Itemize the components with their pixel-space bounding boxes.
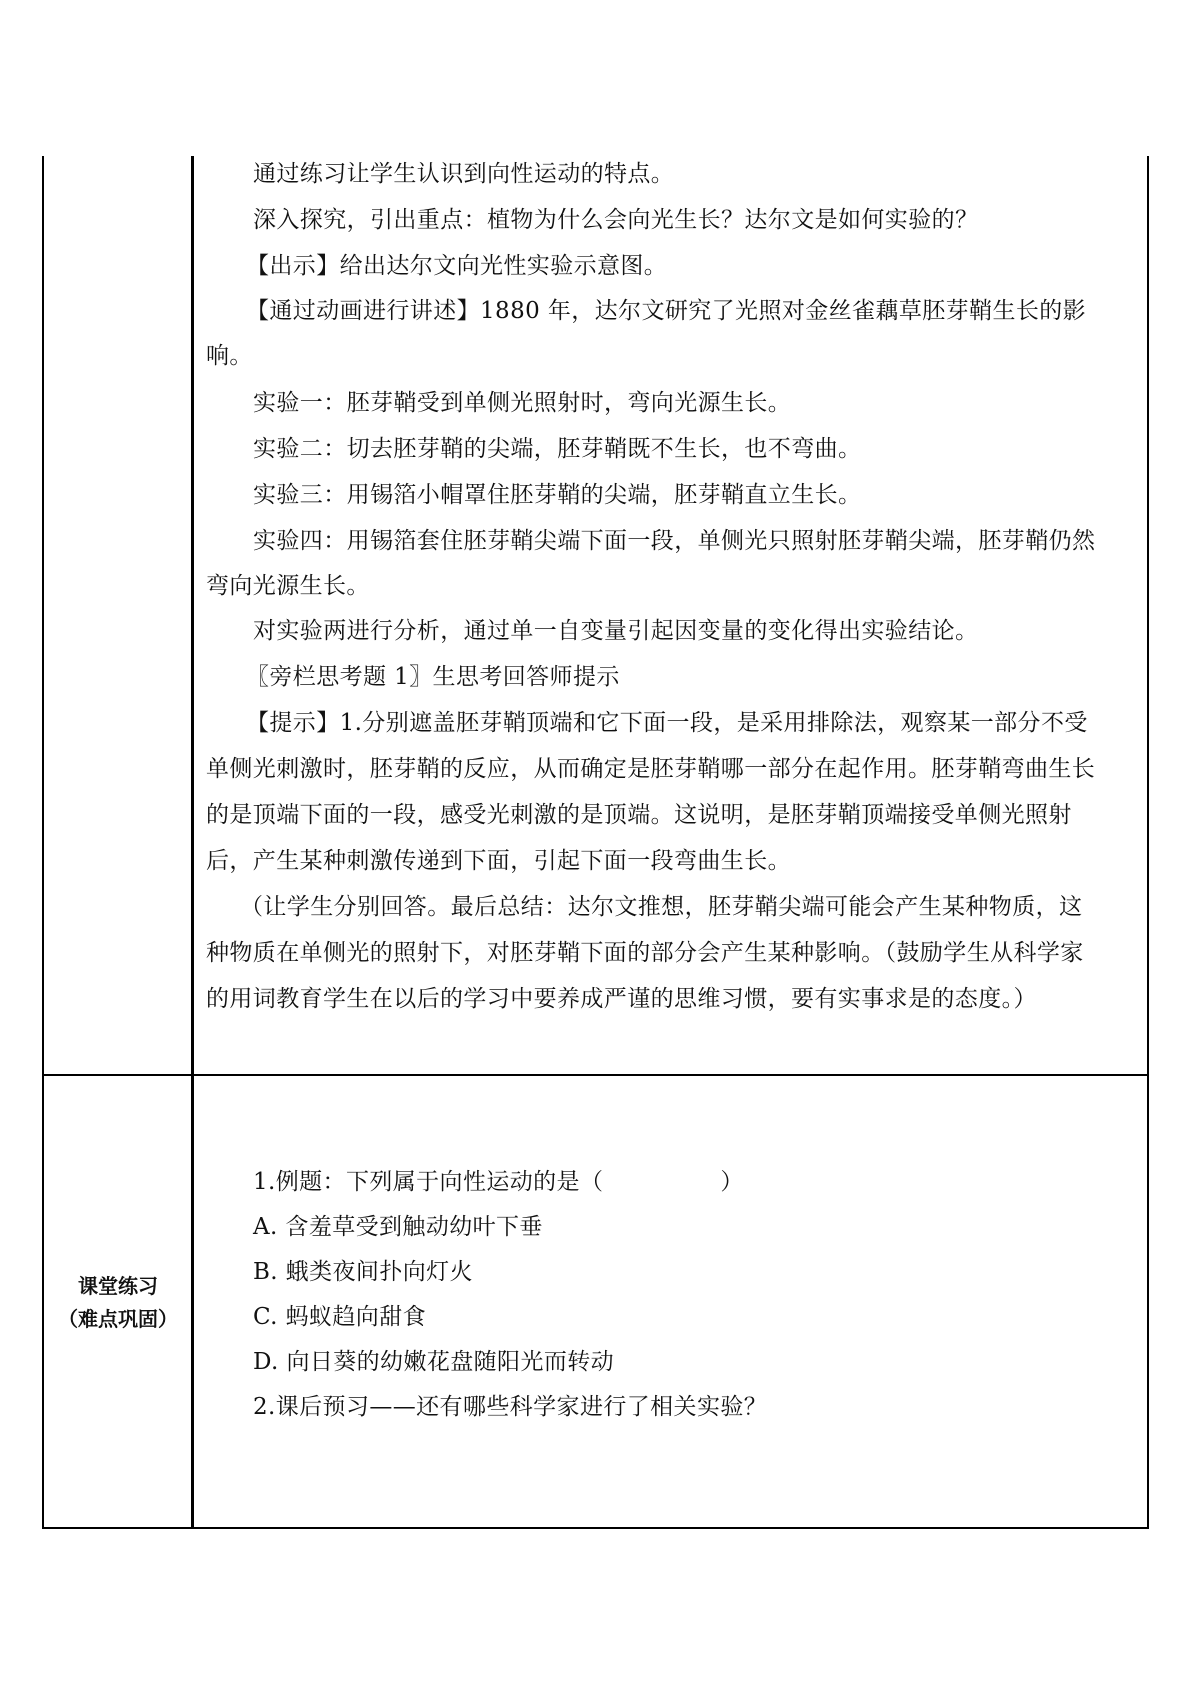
paragraph-line: 响。: [206, 343, 253, 369]
exercise-option-d: D. 向日葵的幼嫩花盘随阳光而转动: [253, 1349, 615, 1375]
preview-question: 2.课后预习——还有哪些科学家进行了相关实验？: [253, 1394, 768, 1420]
section-label: [44, 1270, 192, 1336]
paragraph-line: 实验一：胚芽鞘受到单侧光照射时，弯向光源生长。: [253, 390, 792, 416]
exercise-option-a: A. 含羞草受到触动幼叶下垂: [253, 1214, 543, 1240]
paragraph-line: 弯向光源生长。: [206, 573, 370, 599]
paragraph-line: 通过练习让学生认识到向性运动的特点。: [253, 161, 675, 187]
paragraph-line: 的用词教育学生在以后的学习中要养成严谨的思维习惯，要有实事求是的态度。）: [206, 986, 1037, 1012]
exercise-option-c: C. 蚂蚁趋向甜食: [253, 1304, 427, 1330]
paragraph-line: 单侧光刺激时，胚芽鞘的反应，从而确定是胚芽鞘哪一部分在起作用。胚芽鞘弯曲生长: [206, 756, 1096, 782]
paragraph-line: 实验二：切去胚芽鞘的尖端，胚芽鞘既不生长，也不弯曲。: [253, 436, 862, 462]
paragraph-line: 实验四：用锡箔套住胚芽鞘尖端下面一段，单侧光只照射胚芽鞘尖端，胚芽鞘仍然: [253, 528, 1096, 554]
paragraph-line: 种物质在单侧光的照射下，对胚芽鞘下面的部分会产生某种影响。（鼓励学生从科学家: [206, 940, 1084, 966]
table-right-border: [1147, 156, 1149, 1529]
paragraph-line: 后，产生某种刺激传递到下面，引起下面一段弯曲生长。: [206, 848, 791, 874]
table-row-divider: [42, 1074, 1149, 1076]
paragraph-line: 对实验两进行分析，通过单一自变量引起因变量的变化得出实验结论。: [253, 618, 979, 644]
paragraph-line: 实验三：用锡箔小帽罩住胚芽鞘的尖端，胚芽鞘直立生长。: [253, 482, 862, 508]
section-label-title: 课堂练习: [78, 1274, 158, 1298]
paragraph-line: 的是顶端下面的一段，感受光刺激的是顶端。这说明，是胚芽鞘顶端接受单侧光照射: [206, 802, 1072, 828]
section-label-subtitle: （难点巩固）: [58, 1307, 178, 1331]
paragraph-line: 〖旁栏思考题 1〗生思考回答师提示: [246, 664, 620, 690]
paragraph-line: 【出示】给出达尔文向光性实验示意图。: [246, 253, 668, 279]
exercise-option-b: B. 蛾类夜间扑向灯火: [253, 1259, 473, 1285]
table-bottom-border: [42, 1527, 1149, 1529]
paragraph-line: 【提示】1.分别遮盖胚芽鞘顶端和它下面一段，是采用排除法，观察某一部分不受: [246, 710, 1088, 736]
paragraph-line: 深入探究，引出重点：植物为什么会向光生长？达尔文是如何实验的？: [253, 207, 979, 233]
exercise-question: 1.例题：下列属于向性运动的是（ ）: [253, 1169, 744, 1195]
paragraph-line: （让学生分别回答。最后总结：达尔文推想，胚芽鞘尖端可能会产生某种物质，这: [240, 894, 1083, 920]
paragraph-line: 【通过动画进行讲述】1880 年，达尔文研究了光照对金丝雀藕草胚芽鞘生长的影: [246, 298, 1087, 324]
